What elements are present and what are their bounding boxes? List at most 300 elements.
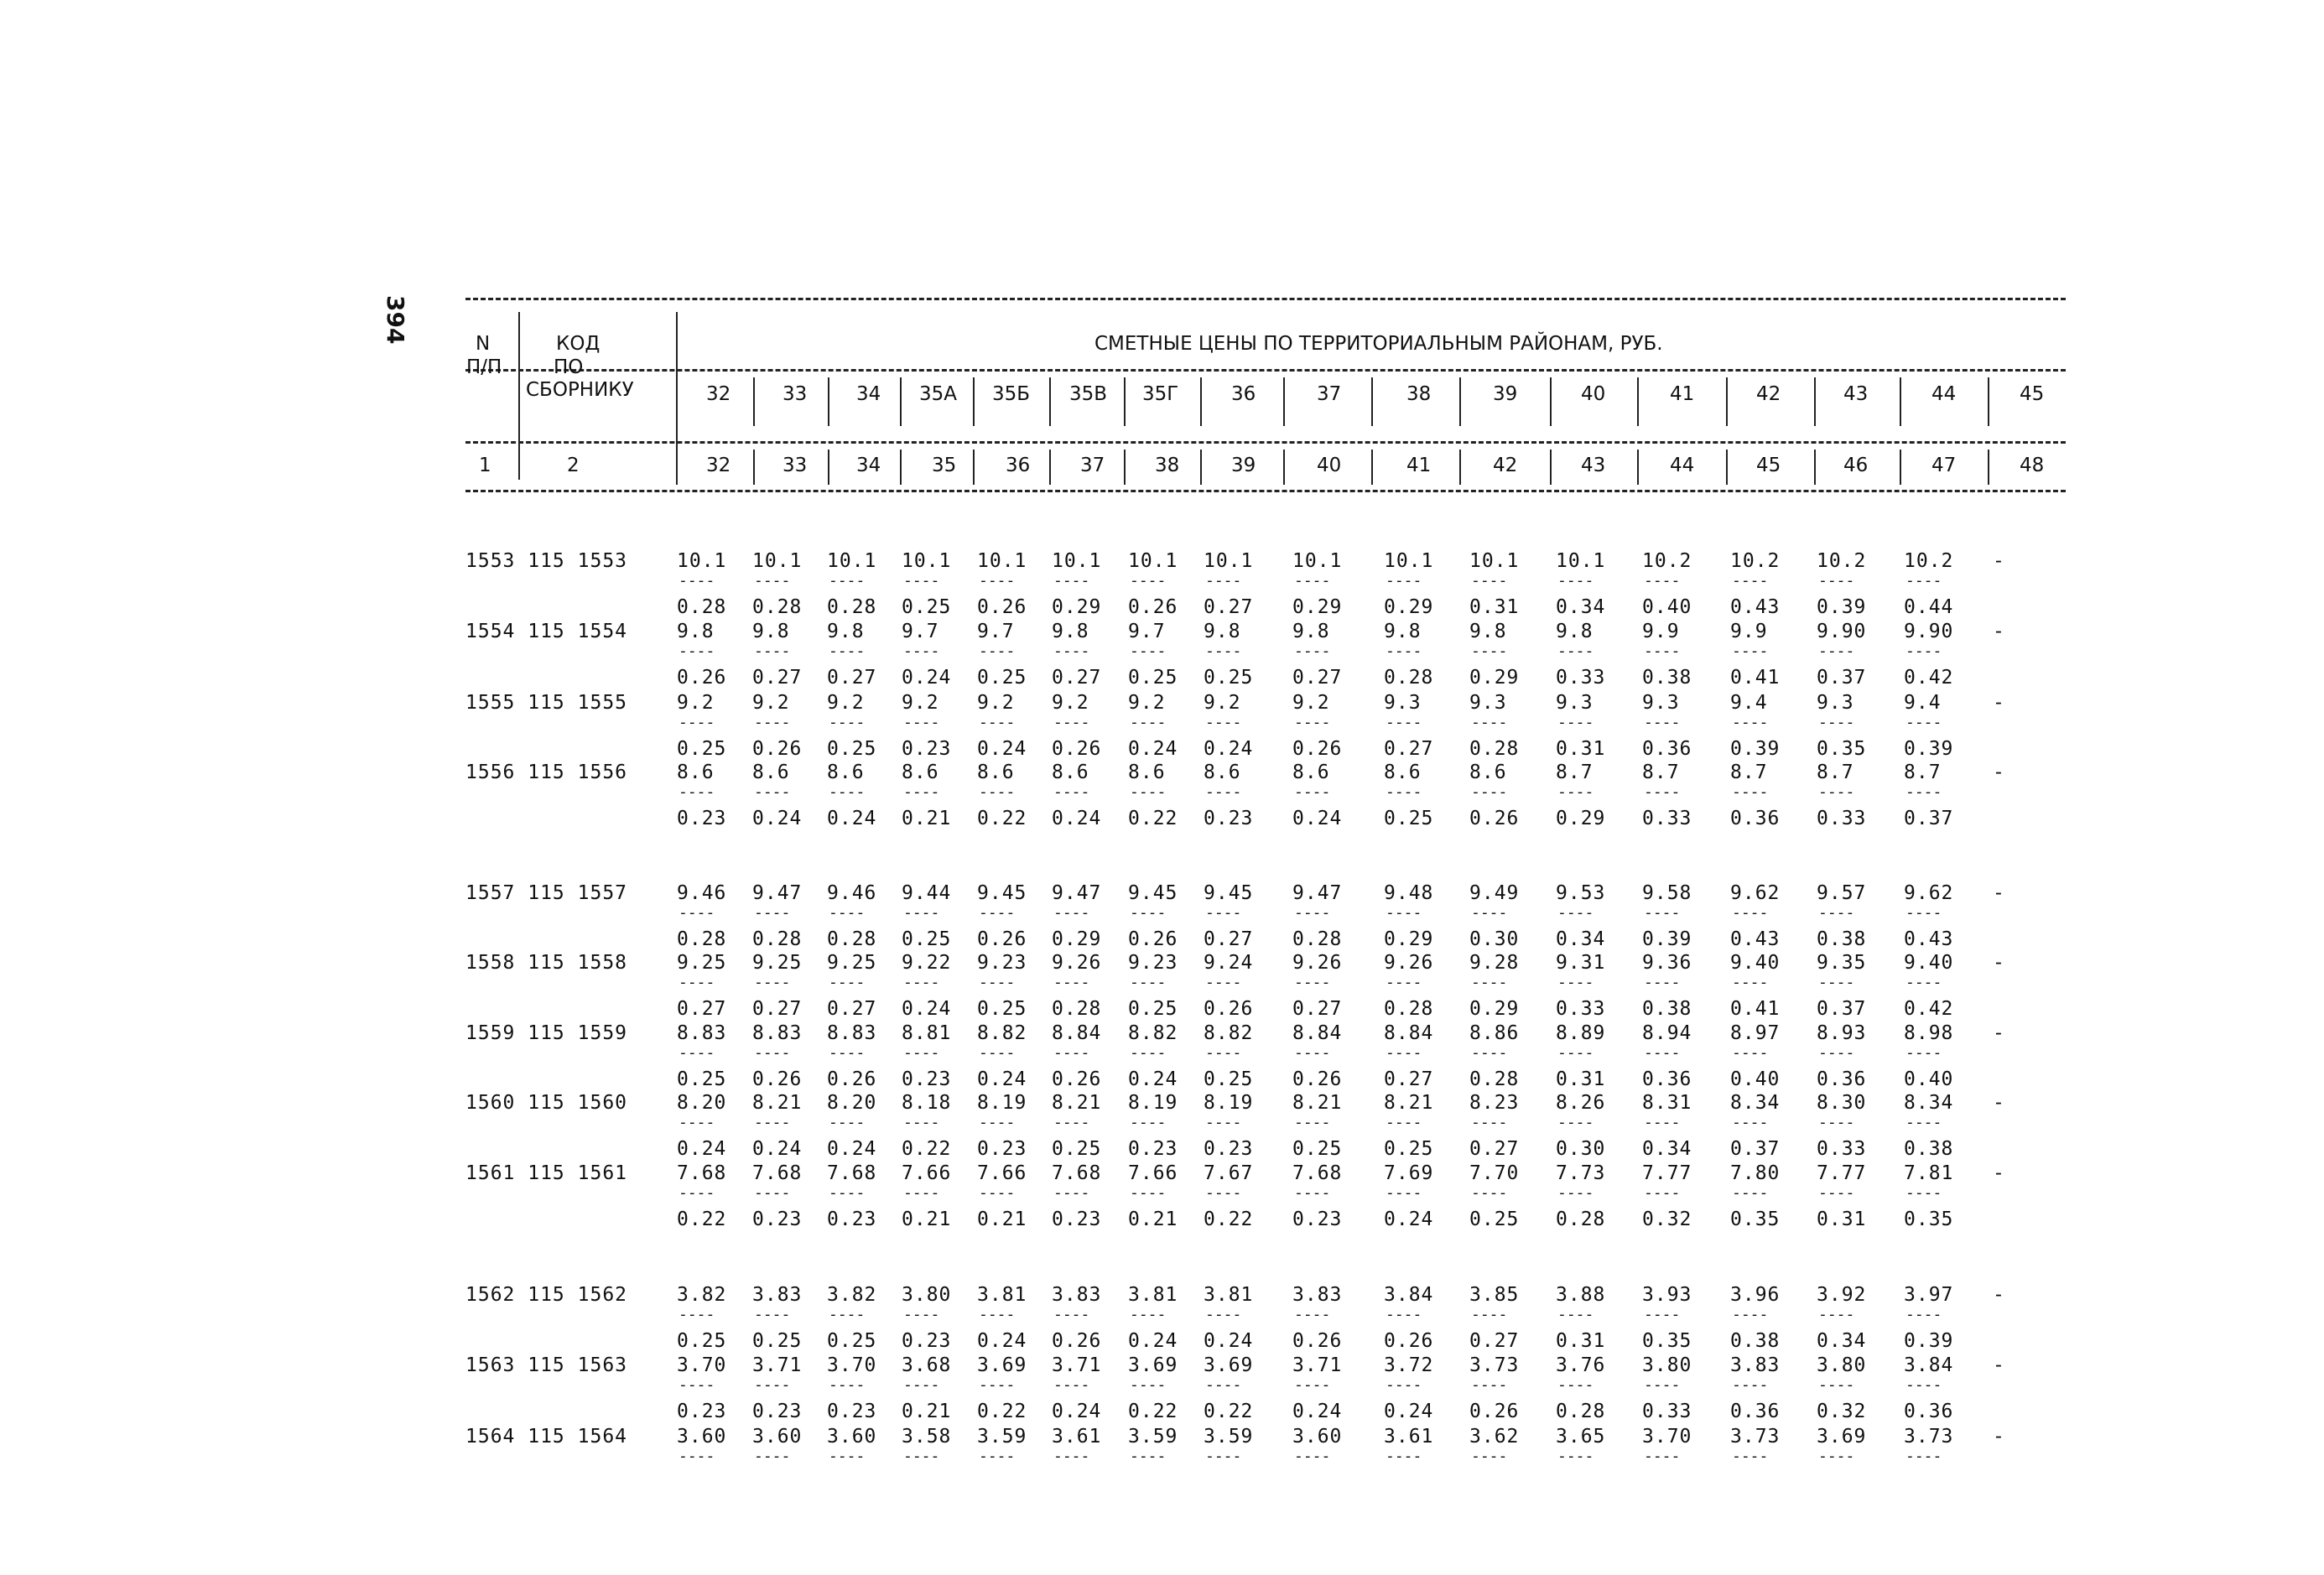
price-value: 7.68 <box>1292 1162 1343 1184</box>
header-rule <box>465 441 2066 444</box>
price-value: 9.2 <box>752 692 790 714</box>
sub-value: 0.29 <box>1556 808 1606 829</box>
price-value: 9.8 <box>1556 621 1594 642</box>
fraction-line: ---- <box>678 1306 715 1323</box>
price-value: 3.60 <box>1292 1426 1343 1448</box>
sub-value: 0.26 <box>1204 998 1254 1020</box>
price-value: 9.8 <box>1204 621 1241 642</box>
fraction-line: ---- <box>1053 783 1090 801</box>
price-value: 3.92 <box>1817 1284 1867 1306</box>
sub-value: 0.27 <box>1292 667 1343 689</box>
sub-value: 0.26 <box>1292 1068 1343 1090</box>
sub-value: 0.31 <box>1556 1068 1606 1090</box>
fraction-line: ---- <box>1732 1044 1769 1062</box>
region-label: 39 <box>1493 383 1518 405</box>
colnum: 45 <box>1756 455 1781 476</box>
fraction-line: ---- <box>1818 974 1855 991</box>
price-value: 7.69 <box>1384 1162 1434 1184</box>
fraction-line: ---- <box>1644 1376 1681 1394</box>
sub-value: 0.33 <box>1817 1138 1867 1160</box>
price-value: 3.73 <box>1730 1426 1781 1448</box>
sub-value: 0.27 <box>1384 738 1434 760</box>
sub-value: 0.33 <box>1556 667 1606 689</box>
price-value: 8.18 <box>902 1092 952 1114</box>
fraction-line: ---- <box>1644 974 1681 991</box>
sub-value: 0.40 <box>1730 1068 1781 1090</box>
fraction-line: ---- <box>1905 1376 1942 1394</box>
sub-value: 0.27 <box>1384 1068 1434 1090</box>
fraction-line: ---- <box>1130 974 1167 991</box>
fraction-line: ---- <box>1557 1448 1594 1465</box>
sub-value: 0.28 <box>1384 667 1434 689</box>
sub-value: 0.28 <box>1556 1209 1606 1230</box>
price-value: 9.47 <box>1292 882 1343 904</box>
fraction-line: ---- <box>979 783 1016 801</box>
sub-value: 0.25 <box>902 928 952 950</box>
fraction-line: ---- <box>1205 1376 1242 1394</box>
price-value: 9.3 <box>1469 692 1507 714</box>
fraction-line: ---- <box>754 572 791 590</box>
price-value: 9.90 <box>1817 621 1867 642</box>
sub-value: 0.27 <box>1292 998 1343 1020</box>
column-separator <box>1726 377 1728 426</box>
fraction-line: ---- <box>1471 1184 1508 1202</box>
fraction-line: ---- <box>678 974 715 991</box>
fraction-line: ---- <box>1294 1306 1331 1323</box>
price-value: 9.58 <box>1642 882 1692 904</box>
column-separator <box>828 377 829 426</box>
fraction-line: ---- <box>1386 904 1422 922</box>
sub-value: 0.34 <box>1642 1138 1692 1160</box>
fraction-line: ---- <box>1818 1184 1855 1202</box>
column-separator <box>900 450 902 485</box>
fraction-line: ---- <box>1471 1376 1508 1394</box>
sub-value: 0.27 <box>827 667 877 689</box>
sub-value: 0.35 <box>1642 1330 1692 1352</box>
fraction-line: ---- <box>1205 714 1242 731</box>
sub-value: 0.24 <box>902 998 952 1020</box>
sub-value: 0.39 <box>1642 928 1692 950</box>
price-value: 3.60 <box>827 1426 877 1448</box>
sub-value: 0.28 <box>1384 998 1434 1020</box>
fraction-line: ---- <box>1905 1114 1942 1131</box>
no-value-dash: - <box>1993 1426 2005 1448</box>
price-value: 8.20 <box>827 1092 877 1114</box>
no-value-dash: - <box>1993 1092 2005 1114</box>
fraction-line: ---- <box>1644 1114 1681 1131</box>
sub-value: 0.22 <box>977 1401 1027 1422</box>
fraction-line: ---- <box>1053 904 1090 922</box>
sub-value: 0.31 <box>1817 1209 1867 1230</box>
price-value: 8.7 <box>1642 762 1680 783</box>
price-value: 3.80 <box>1817 1354 1867 1376</box>
sub-value: 0.26 <box>752 1068 803 1090</box>
fraction-line: ---- <box>979 1448 1016 1465</box>
fraction-line: ---- <box>1557 1184 1594 1202</box>
fraction-line: ---- <box>678 904 715 922</box>
price-value: 8.6 <box>1052 762 1089 783</box>
price-value: 8.20 <box>677 1092 727 1114</box>
fraction-line: ---- <box>1905 1448 1942 1465</box>
price-value: 3.72 <box>1384 1354 1434 1376</box>
price-value: 9.40 <box>1730 952 1781 974</box>
price-value: 9.46 <box>827 882 877 904</box>
price-value: 9.8 <box>1052 621 1089 642</box>
sub-value: 0.23 <box>1204 808 1254 829</box>
price-value: 10.1 <box>902 550 952 572</box>
sub-value: 0.24 <box>1204 1330 1254 1352</box>
sub-value: 0.29 <box>1052 928 1102 950</box>
column-separator <box>1900 377 1901 426</box>
price-value: 3.71 <box>1292 1354 1343 1376</box>
fraction-line: ---- <box>1130 1448 1167 1465</box>
sub-value: 0.38 <box>1817 928 1867 950</box>
price-value: 9.2 <box>1292 692 1330 714</box>
no-value-dash: - <box>1993 952 2005 974</box>
fraction-line: ---- <box>1818 572 1855 590</box>
colnum: 44 <box>1670 455 1695 476</box>
header-sborniku: СБОРНИКУ <box>526 379 634 401</box>
sub-value: 0.28 <box>752 596 803 618</box>
sub-value: 0.22 <box>977 808 1027 829</box>
price-value: 8.23 <box>1469 1092 1520 1114</box>
column-separator <box>1814 377 1816 426</box>
price-value: 8.21 <box>752 1092 803 1114</box>
price-value: 7.68 <box>827 1162 877 1184</box>
price-value: 8.94 <box>1642 1022 1692 1044</box>
price-value: 8.6 <box>677 762 715 783</box>
price-value: 7.66 <box>1128 1162 1178 1184</box>
region-label: 41 <box>1670 383 1695 405</box>
sub-value: 0.25 <box>1128 998 1178 1020</box>
price-value: 9.28 <box>1469 952 1520 974</box>
price-value: 8.83 <box>827 1022 877 1044</box>
sub-value: 0.25 <box>677 1068 727 1090</box>
fraction-line: ---- <box>903 1184 940 1202</box>
sub-value: 0.23 <box>902 1330 952 1352</box>
price-value: 3.70 <box>827 1354 877 1376</box>
price-value: 9.36 <box>1642 952 1692 974</box>
price-value: 9.3 <box>1384 692 1422 714</box>
fraction-line: ---- <box>1205 642 1242 660</box>
price-value: 3.69 <box>1817 1426 1867 1448</box>
colnum: 47 <box>1931 455 1957 476</box>
price-value: 7.73 <box>1556 1162 1606 1184</box>
sub-value: 0.42 <box>1904 667 1954 689</box>
sub-value: 0.33 <box>1642 1401 1692 1422</box>
fraction-line: ---- <box>1732 572 1769 590</box>
price-value: 8.84 <box>1052 1022 1102 1044</box>
colnum: 1 <box>479 455 491 476</box>
price-value: 7.67 <box>1204 1162 1254 1184</box>
sub-value: 0.22 <box>1128 808 1178 829</box>
price-value: 8.84 <box>1384 1022 1434 1044</box>
sub-value: 0.28 <box>1469 738 1520 760</box>
price-value: 10.1 <box>1204 550 1254 572</box>
sub-value: 0.24 <box>1384 1209 1434 1230</box>
column-separator <box>676 377 678 426</box>
price-value: 8.98 <box>1904 1022 1954 1044</box>
fraction-line: ---- <box>1386 1184 1422 1202</box>
sub-value: 0.40 <box>1904 1068 1954 1090</box>
row-label: 1555 115 1555 <box>465 692 628 714</box>
no-value-dash: - <box>1993 1284 2005 1306</box>
column-separator <box>1283 450 1285 485</box>
colnum: 46 <box>1843 455 1869 476</box>
no-value-dash: - <box>1993 621 2005 642</box>
column-separator <box>1900 450 1901 485</box>
row-label: 1560 115 1560 <box>465 1092 628 1114</box>
sub-value: 0.37 <box>1817 998 1867 1020</box>
fraction-line: ---- <box>1053 1184 1090 1202</box>
sub-value: 0.27 <box>1469 1138 1520 1160</box>
fraction-line: ---- <box>1205 783 1242 801</box>
fraction-line: ---- <box>1471 1306 1508 1323</box>
sub-value: 0.36 <box>1642 1068 1692 1090</box>
column-separator <box>1550 450 1552 485</box>
sub-value: 0.34 <box>1817 1330 1867 1352</box>
sub-value: 0.21 <box>1128 1209 1178 1230</box>
fraction-line: ---- <box>1818 1448 1855 1465</box>
price-value: 9.7 <box>1128 621 1166 642</box>
sub-value: 0.25 <box>827 1330 877 1352</box>
price-value: 9.23 <box>977 952 1027 974</box>
sub-value: 0.38 <box>1730 1330 1781 1352</box>
price-value: 9.45 <box>1204 882 1254 904</box>
fraction-line: ---- <box>1471 1114 1508 1131</box>
price-value: 8.31 <box>1642 1092 1692 1114</box>
sub-value: 0.38 <box>1642 667 1692 689</box>
row-label: 1559 115 1559 <box>465 1022 628 1044</box>
price-value: 3.61 <box>1384 1426 1434 1448</box>
price-value: 10.2 <box>1730 550 1781 572</box>
fraction-line: ---- <box>1818 714 1855 731</box>
fraction-line: ---- <box>1294 1448 1331 1465</box>
fraction-line: ---- <box>1732 642 1769 660</box>
price-value: 3.71 <box>1052 1354 1102 1376</box>
price-value: 10.1 <box>677 550 727 572</box>
sub-value: 0.24 <box>977 738 1027 760</box>
price-value: 9.48 <box>1384 882 1434 904</box>
price-value: 9.8 <box>1384 621 1422 642</box>
price-value: 3.68 <box>902 1354 952 1376</box>
no-value-dash: - <box>1993 692 2005 714</box>
fraction-line: ---- <box>1294 1376 1331 1394</box>
column-separator <box>1283 377 1285 426</box>
fraction-line: ---- <box>1053 572 1090 590</box>
price-value: 9.3 <box>1556 692 1594 714</box>
price-value: 9.2 <box>1204 692 1241 714</box>
price-value: 9.53 <box>1556 882 1606 904</box>
fraction-line: ---- <box>1557 1306 1594 1323</box>
fraction-line: ---- <box>754 1376 791 1394</box>
sub-value: 0.24 <box>1292 808 1343 829</box>
sub-value: 0.36 <box>1817 1068 1867 1090</box>
sub-value: 0.26 <box>1052 1068 1102 1090</box>
sub-value: 0.37 <box>1730 1138 1781 1160</box>
price-value: 3.80 <box>1642 1354 1692 1376</box>
sub-value: 0.33 <box>1817 808 1867 829</box>
fraction-line: ---- <box>903 904 940 922</box>
fraction-line: ---- <box>1905 572 1942 590</box>
column-separator <box>973 450 975 485</box>
no-value-dash: - <box>1993 550 2005 572</box>
price-value: 9.2 <box>977 692 1015 714</box>
fraction-line: ---- <box>1386 1114 1422 1131</box>
sub-value: 0.22 <box>1204 1209 1254 1230</box>
price-value: 9.2 <box>827 692 865 714</box>
fraction-line: ---- <box>1053 1114 1090 1131</box>
price-value: 3.69 <box>1128 1354 1178 1376</box>
fraction-line: ---- <box>1130 1376 1167 1394</box>
fraction-line: ---- <box>1557 1376 1594 1394</box>
colnum: 42 <box>1493 455 1518 476</box>
sub-value: 0.25 <box>1204 1068 1254 1090</box>
sub-value: 0.26 <box>677 667 727 689</box>
price-value: 10.2 <box>1817 550 1867 572</box>
sub-value: 0.25 <box>1204 667 1254 689</box>
price-value: 7.77 <box>1817 1162 1867 1184</box>
column-separator <box>1637 377 1639 426</box>
column-separator <box>1988 377 1989 426</box>
row-label: 1564 115 1564 <box>465 1426 628 1448</box>
fraction-line: ---- <box>754 783 791 801</box>
fraction-line: ---- <box>1205 1448 1242 1465</box>
fraction-line: ---- <box>1557 572 1594 590</box>
price-value: 9.8 <box>752 621 790 642</box>
sub-value: 0.35 <box>1904 1209 1954 1230</box>
price-value: 9.62 <box>1904 882 1954 904</box>
sub-value: 0.25 <box>1052 1138 1102 1160</box>
fraction-line: ---- <box>678 783 715 801</box>
no-value-dash: - <box>1993 1354 2005 1376</box>
sub-value: 0.23 <box>827 1209 877 1230</box>
header-kod: КОД <box>556 333 600 355</box>
region-label: 35Б <box>992 383 1031 405</box>
price-value: 8.6 <box>827 762 865 783</box>
fraction-line: ---- <box>1557 1114 1594 1131</box>
price-value: 8.6 <box>1204 762 1241 783</box>
row-label: 1556 115 1556 <box>465 762 628 783</box>
fraction-line: ---- <box>829 783 866 801</box>
sub-value: 0.35 <box>1817 738 1867 760</box>
price-value: 3.60 <box>677 1426 727 1448</box>
fraction-line: ---- <box>678 1184 715 1202</box>
fraction-line: ---- <box>1471 974 1508 991</box>
price-value: 10.1 <box>1469 550 1520 572</box>
price-value: 8.6 <box>977 762 1015 783</box>
price-value: 3.83 <box>1052 1284 1102 1306</box>
column-separator <box>753 450 755 485</box>
sub-value: 0.31 <box>1556 738 1606 760</box>
fraction-line: ---- <box>678 642 715 660</box>
fraction-line: ---- <box>1732 714 1769 731</box>
price-value: 9.46 <box>677 882 727 904</box>
fraction-line: ---- <box>903 572 940 590</box>
sub-value: 0.21 <box>902 808 952 829</box>
fraction-line: ---- <box>979 1184 1016 1202</box>
price-value: 7.68 <box>752 1162 803 1184</box>
fraction-line: ---- <box>1386 572 1422 590</box>
fraction-line: ---- <box>829 572 866 590</box>
price-value: 9.31 <box>1556 952 1606 974</box>
header-n: N <box>476 333 491 355</box>
sub-value: 0.44 <box>1904 596 1954 618</box>
fraction-line: ---- <box>1471 572 1508 590</box>
fraction-line: ---- <box>1130 1044 1167 1062</box>
sub-value: 0.32 <box>1642 1209 1692 1230</box>
sub-value: 0.33 <box>1556 998 1606 1020</box>
colnum: 35 <box>932 455 957 476</box>
price-value: 3.85 <box>1469 1284 1520 1306</box>
fraction-line: ---- <box>1294 904 1331 922</box>
sub-value: 0.28 <box>752 928 803 950</box>
sub-value: 0.34 <box>1556 928 1606 950</box>
fraction-line: ---- <box>754 714 791 731</box>
fraction-line: ---- <box>1294 1044 1331 1062</box>
sub-value: 0.25 <box>902 596 952 618</box>
fraction-line: ---- <box>1053 974 1090 991</box>
fraction-line: ---- <box>1732 974 1769 991</box>
header-po: ПО <box>554 356 584 378</box>
no-value-dash: - <box>1993 1022 2005 1044</box>
sub-value: 0.28 <box>677 928 727 950</box>
sub-value: 0.26 <box>1292 738 1343 760</box>
price-value: 8.7 <box>1904 762 1942 783</box>
fraction-line: ---- <box>1471 714 1508 731</box>
fraction-line: ---- <box>829 1448 866 1465</box>
column-separator <box>1371 377 1373 426</box>
sub-value: 0.28 <box>827 928 877 950</box>
column-separator <box>1637 450 1639 485</box>
sub-value: 0.42 <box>1904 998 1954 1020</box>
sub-value: 0.31 <box>1556 1330 1606 1352</box>
colnum: 2 <box>567 455 580 476</box>
fraction-line: ---- <box>903 1448 940 1465</box>
sub-value: 0.26 <box>1052 738 1102 760</box>
column-separator <box>973 377 975 426</box>
no-value-dash: - <box>1993 882 2005 904</box>
column-separator <box>1124 450 1126 485</box>
fraction-line: ---- <box>1471 1044 1508 1062</box>
sub-value: 0.29 <box>1469 667 1520 689</box>
sub-value: 0.23 <box>902 1068 952 1090</box>
price-value: 3.73 <box>1904 1426 1954 1448</box>
price-value: 10.1 <box>1384 550 1434 572</box>
sub-value: 0.23 <box>977 1138 1027 1160</box>
sub-value: 0.21 <box>977 1209 1027 1230</box>
price-value: 8.6 <box>902 762 939 783</box>
fraction-line: ---- <box>903 642 940 660</box>
fraction-line: ---- <box>1905 1306 1942 1323</box>
fraction-line: ---- <box>979 974 1016 991</box>
column-separator <box>828 450 829 485</box>
column-separator <box>1726 450 1728 485</box>
sub-value: 0.28 <box>827 596 877 618</box>
sub-value: 0.25 <box>1384 808 1434 829</box>
fraction-line: ---- <box>1644 1184 1681 1202</box>
price-value: 8.7 <box>1556 762 1594 783</box>
price-value: 9.45 <box>1128 882 1178 904</box>
fraction-line: ---- <box>1818 904 1855 922</box>
sub-value: 0.23 <box>1204 1138 1254 1160</box>
fraction-line: ---- <box>754 1306 791 1323</box>
sub-value: 0.29 <box>1384 928 1434 950</box>
sub-value: 0.43 <box>1730 928 1781 950</box>
fraction-line: ---- <box>1905 714 1942 731</box>
price-value: 8.30 <box>1817 1092 1867 1114</box>
price-value: 10.2 <box>1642 550 1692 572</box>
